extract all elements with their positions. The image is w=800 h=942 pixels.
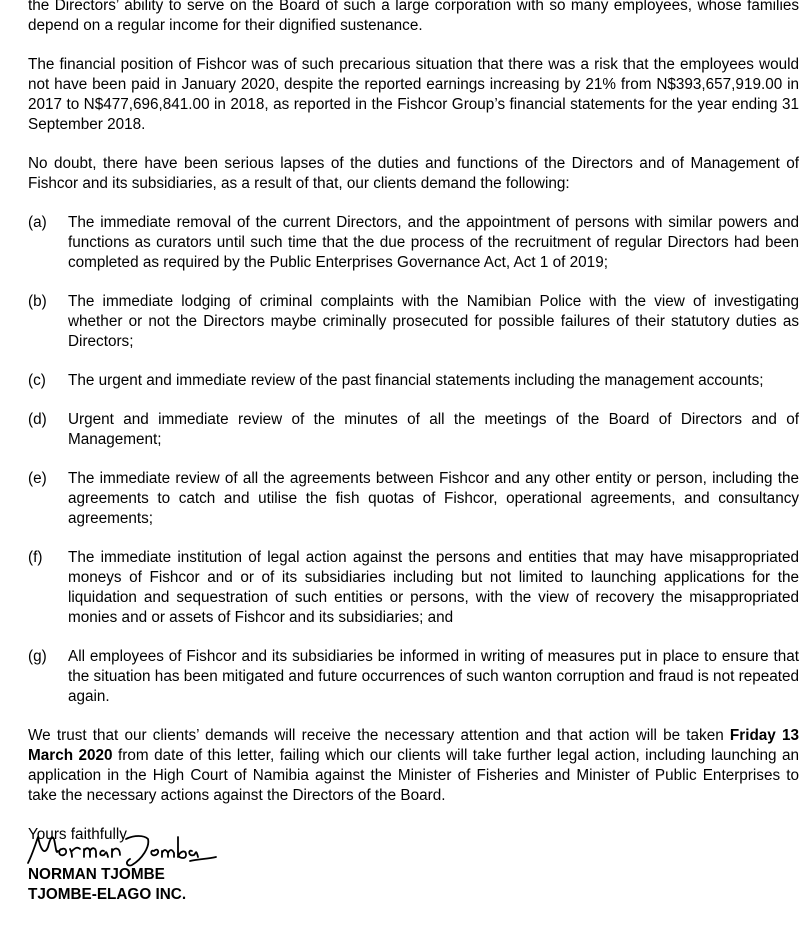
demand-text: The urgent and immediate review of the past financial statements including the management accounts; (68, 372, 764, 389)
signature-block (28, 825, 799, 903)
closing-text-before: We trust that our clients’ demands will receive the necessary attention and that action will be taken (28, 727, 730, 744)
demand-text: All employees of Fishcor and its subsidiaries be informed in writing of measures put in place to ensure that the situation has been mitigated and future occurrences of such wanton corruption and fraud is not repeated again. (68, 648, 799, 705)
handwritten-signature (22, 825, 222, 869)
demand-marker: (c) (28, 372, 46, 389)
demand-text: Urgent and immediate review of the minutes of all the meetings of the Board of Directors and of Management; (68, 411, 799, 448)
demand-item-a (28, 213, 799, 273)
paragraph-closing-demands (28, 726, 799, 806)
demand-text: The immediate review of all the agreements between Fishcor and any other entity or person, including the agreements to catch and utilise the fish quotas of Fishcor, operational agreements, and consultancy agreements; (68, 470, 799, 527)
demand-marker: (g) (28, 648, 47, 665)
demand-marker: (d) (28, 411, 47, 428)
demands-list (28, 213, 799, 707)
deadline-date: Friday 13 March 2020 (28, 727, 800, 764)
demand-item-c (28, 371, 799, 391)
demand-item-b (28, 292, 799, 352)
demand-marker: (a) (28, 214, 47, 231)
demand-marker: (e) (28, 470, 47, 487)
demand-item-f (28, 548, 799, 628)
demand-marker: (f) (28, 549, 43, 566)
demand-text: The immediate institution of legal action against the persons and entities that may have misappropriated moneys of Fishcor and or of its subsidiaries including but not limited to launching applications for the liquidation and sequestration of such entities or persons, with the view of recovery the misappropriated monies and or assets of Fishcor and its subsidiaries; and (68, 549, 799, 626)
demand-text: The immediate lodging of criminal complaints with the Namibian Police with the view of investigating whether or not the Directors maybe criminally prosecuted for possible failures of their statutory duties as Directors; (68, 293, 799, 350)
demand-item-g (28, 647, 799, 707)
letter-page (28, 0, 799, 903)
signatory-name: NORMAN TJOMBE (28, 866, 165, 883)
paragraph-financial-position: The financial position of Fishcor was of such precarious situation that there was a risk that the employees would not have been paid in January 2020, despite the reported earnings increasing by 21% from N$393,657,919.00 in 2017 to N$477,696,841.00 in 2018, as reported in the Fishcor Group’s financial statements for the year ending 31 September 2018. (28, 56, 799, 133)
paragraph-directors-ability: the Directors’ ability to serve on the Board of such a large corporation with so many employees, whose families depend on a regular income for their dignified sustenance. (28, 0, 799, 34)
demand-item-e (28, 469, 799, 529)
paragraph-lapses-of-duties: No doubt, there have been serious lapses of the duties and functions of the Directors and of Management of Fishcor and its subsidiaries, as a result of that, our clients demand the following: (28, 155, 799, 192)
closing-text-after: from date of this letter, failing which our clients will take further legal action, including launching an application in the High Court of Namibia against the Minister of Fisheries and Minister of Public Enterprises to take the necessary actions against the Directors of the Board. (28, 747, 799, 804)
demand-marker: (b) (28, 293, 47, 310)
demand-text: The immediate removal of the current Directors, and the appointment of persons with similar powers and functions as curators until such time that the due process of the recruitment of regular Directors had been completed as required by the Public Enterprises Governance Act, Act 1 of 2019; (68, 214, 799, 271)
salutation: Yours faithfully (28, 826, 127, 843)
demand-item-d (28, 410, 799, 450)
firm-name: TJOMBE-ELAGO INC. (28, 886, 187, 903)
